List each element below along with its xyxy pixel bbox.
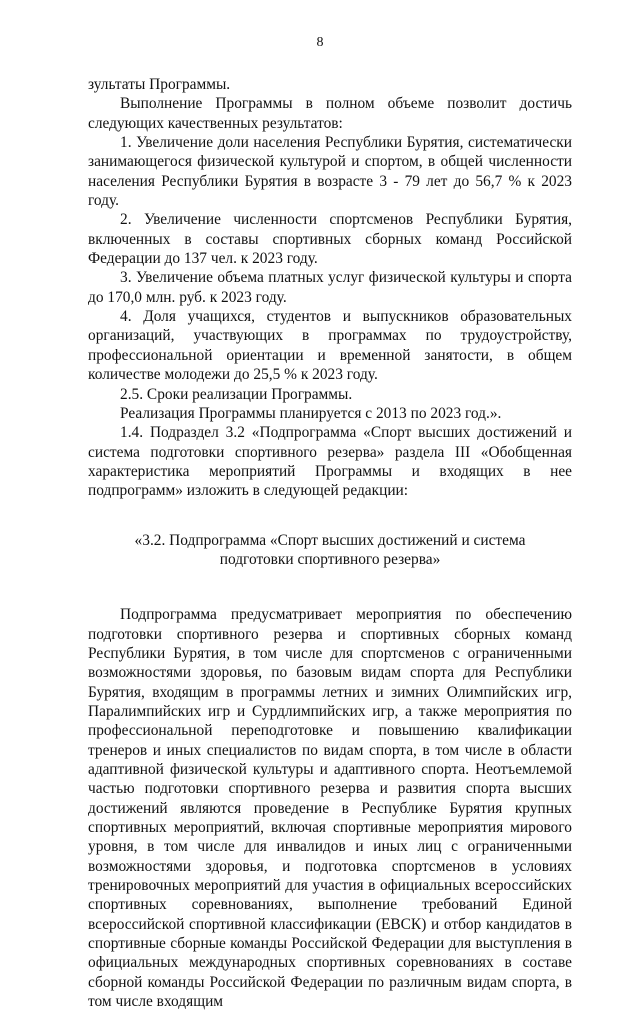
section-title-line-2: подготовки спортивного резерва» bbox=[219, 550, 441, 568]
paragraph-result-4: 4. Доля учащихся, студентов и выпускников образовательных организаций, участвующих в программах по трудоустройству, профессиональной ориентации и временной занятости, в общем количестве молодежи до 25,5 % к 2023 году. bbox=[88, 308, 572, 384]
section-title-line-1: «3.2. Подпрограмма «Спорт высших достижений и система bbox=[134, 531, 526, 549]
paragraph-section-2-5: 2.5. Сроки реализации Программы. bbox=[120, 385, 353, 403]
paragraph-continuation: зультаты Программы. bbox=[88, 76, 231, 93]
paragraph-amendment-1-4: 1.4. Подраздел 3.2 «Подпрограмма «Спорт высших достижений и система подготовки спортивного резерва» раздела III «Обобщенная характеристика мероприятий Программы и входящих в нее подпрограмм» изложить в следующей редакции: bbox=[88, 424, 572, 500]
paragraph-program-period: Реализация Программы планируется с 2013 по 2023 год.». bbox=[120, 404, 502, 422]
paragraph-results-intro: Выполнение Программы в полном объеме позволит достичь следующих качественных результатов: bbox=[88, 95, 572, 132]
document-body bbox=[88, 75, 572, 1011]
paragraph-result-1: 1. Увеличение доли населения Республики Бурятия, систематически занимающегося физической культурой и спортом, в общей численности населения Республики Бурятия в возрасте 3 - 79 лет до 56,7 % к 2023 году. bbox=[88, 134, 572, 210]
paragraph-subprogram-description: Подпрограмма предусматривает мероприятия по обеспечению подготовки спортивного резерва и спортивных сборных команд Республики Бурятия, в том числе для спортсменов с ограниченными возможностями здоровья, по базовым видам спорта для Республики Бурятия, входящим в программы летних и зимних Олимпийских игр, Паралимпийских игр и Сурдлимпийских игр, а также мероприятия по профессиональной переподготовке и повышению квалификации тренеров и иных специалистов по видам спорта, в том числе в области адаптивной физической культуры и адаптивного спорта. Неотъемлемой частью подготовки спортивного резерва и развития спорта высших достижений являются проведение в Республике Бурятия крупных спортивных мероприятий, включая спортивные мероприятия мирового уровня, в том числе для инвалидов и иных лиц с ограниченными возможностями здоровья, и подготовка спортсменов в условиях тренировочных мероприятий для участия в официальных всероссийских спортивных соревнованиях, выполнение требований Единой всероссийской спортивной классификации (ЕВСК) и отбор кандидатов в спортивные сборные команды Российской Федерации для выступления в официальных международных спортивных соревнованиях в составе сборной команды Российской Федерации по различным видам спорта, в том числе входящим bbox=[88, 606, 572, 1011]
page-number: 8 bbox=[316, 35, 324, 50]
paragraph-result-2: 2. Увеличение численности спортсменов Республики Бурятия, включенных в составы спортивных сборных команд Российской Федерации до 137 чел. к 2023 году. bbox=[88, 211, 572, 268]
section-title bbox=[88, 531, 572, 570]
paragraph-result-3: 3. Увеличение объема платных услуг физической культуры и спорта до 170,0 млн. руб. к 2023 году. bbox=[88, 269, 572, 306]
